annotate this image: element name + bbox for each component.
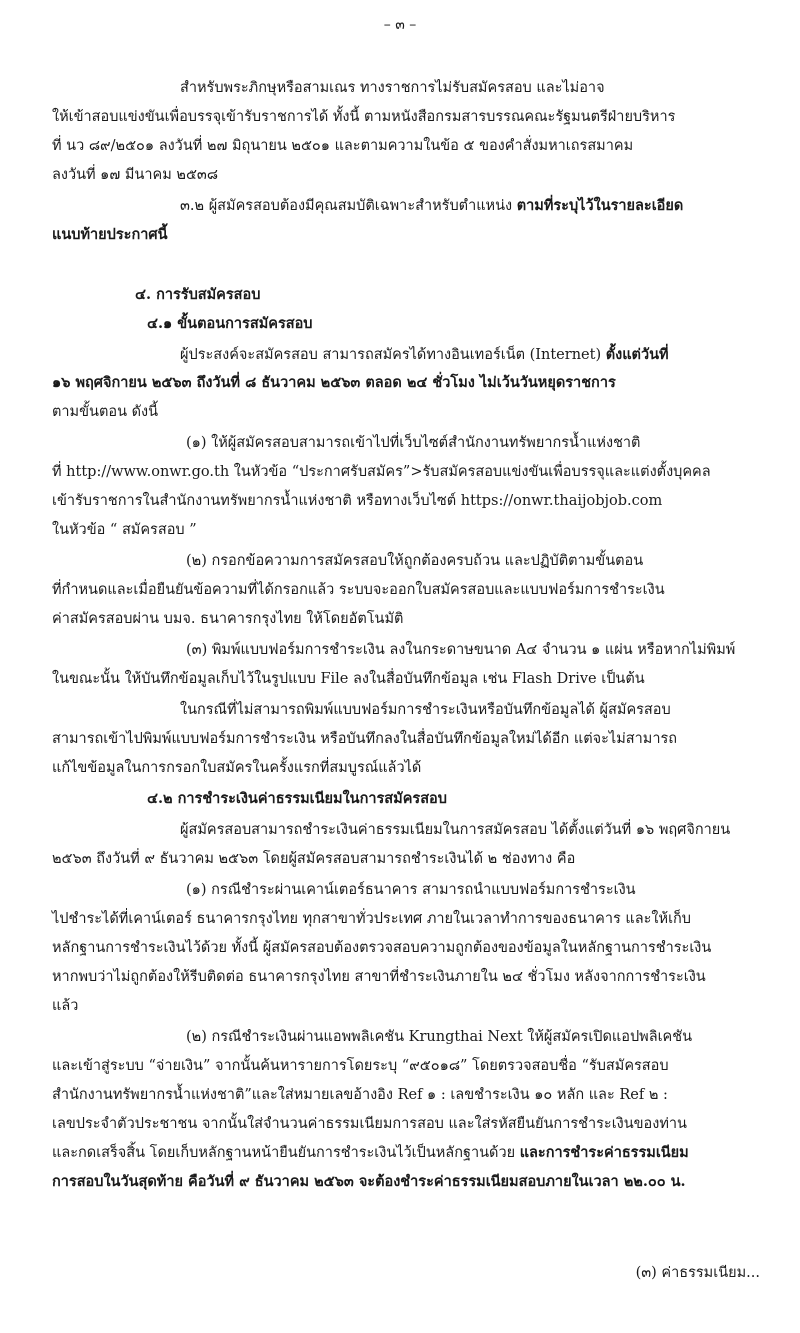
paragraph-line: ที่ นว ๘๙/๒๕๐๑ ลงวันที่ ๒๗ มิถุนายน ๒๕๐๑ และตามความในข้อ ๕ ของคำสั่งมหาเถรสมาคม — [52, 138, 634, 154]
text-segment: ๓.๒ ผู้สมัครสอบต้องมีคุณสมบัติเฉพาะสำหรับตำแหน่ง — [180, 198, 517, 214]
paragraph-line: (๑) กรณีชำระผ่านเคาน์เตอร์ธนาคาร สามารถนำแบบฟอร์มการชำระเงิน — [186, 882, 636, 898]
paragraph-line: การสอบในวันสุดท้าย คือวันที่ ๙ ธันวาคม ๒๕๖๓ จะต้องชำระค่าธรรมเนียมสอบภายในเวลา ๒๒.๐๐ น. — [52, 1173, 686, 1190]
paragraph-line: ๑๖ พฤศจิกายน ๒๕๖๓ ถึงวันที่ ๘ ธันวาคม ๒๕๖๓ ตลอด ๒๔ ชั่วโมง ไม่เว้นวันหยุดราชการ — [52, 374, 616, 391]
paragraph-line: และเข้าสู่ระบบ “จ่ายเงิน” จากนั้นค้นหารายการโดยระบุ “๙๕๐๑๘” โดยตรวจสอบชื่อ “รับสมัครสอบ — [52, 1058, 669, 1074]
paragraph-line: หลักฐานการชำระเงินไว้ด้วย ทั้งนี้ ผู้สมัครสอบต้องตรวจสอบความถูกต้องของข้อมูลในหลักฐานการชำระเงิน — [52, 940, 712, 956]
paragraph-line — [52, 1143, 792, 1163]
paragraph-line: (๓) พิมพ์แบบฟอร์มการชำระเงิน ลงในกระดาษขนาด A๔ จำนวน ๑ แผ่น หรือหากไม่พิมพ์ — [186, 642, 736, 658]
page-number: – ๓ – — [383, 17, 417, 33]
paragraph-line: (๒) กรณีชำระเงินผ่านแอพพลิเคชัน Krungthai Next ให้ผู้สมัครเปิดแอปพลิเคชัน — [186, 1029, 693, 1045]
paragraph-line — [180, 345, 790, 365]
paragraph-line: เข้ารับราชการในสำนักงานทรัพยากรน้ำแห่งชาติ หรือทางเว็บไซต์ https://onwr.thaijobjob.com — [52, 493, 663, 509]
paragraph-line: ค่าสมัครสอบผ่าน บมจ. ธนาคารกรุงไทย ให้โดยอัตโนมัติ — [52, 611, 404, 627]
section-heading: ๔. การรับสมัครสอบ — [135, 286, 261, 303]
paragraph-line: ตามขั้นตอน ดังนี้ — [52, 404, 158, 420]
paragraph-line: (๒) กรอกข้อความการสมัครสอบให้ถูกต้องครบถ้วน และปฏิบัติตามขั้นตอน — [186, 553, 644, 569]
continuation-footer: (๓) ค่าธรรมเนียม... — [635, 1265, 760, 1281]
paragraph-line: ในขณะนั้น ให้บันทึกข้อมูลเก็บไว้ในรูปแบบ File ลงในสื่อบันทึกข้อมูล เช่น Flash Drive เป็นต้น — [52, 671, 645, 687]
paragraph-line: ไปชำระได้ที่เคาน์เตอร์ ธนาคารกรุงไทย ทุกสาขาทั่วประเทศ ภายในเวลาทำการของธนาคาร และให้เก็บ — [52, 911, 692, 927]
paragraph-line: ในกรณีที่ไม่สามารถพิมพ์แบบฟอร์มการชำระเงินหรือบันทึกข้อมูลได้ ผู้สมัครสอบ — [180, 702, 671, 718]
bold-text: และการชำระค่าธรรมเนียม — [519, 1144, 689, 1161]
text-segment: ผู้ประสงค์จะสมัครสอบ สามารถสมัครได้ทางอินเทอร์เน็ต (Internet) — [180, 347, 606, 363]
subsection-heading: ๔.๒ การชำระเงินค่าธรรมเนียมในการสมัครสอบ — [147, 790, 447, 807]
paragraph-line: แนบท้ายประกาศนี้ — [52, 226, 168, 243]
bold-text: ตั้งแต่วันที่ — [605, 346, 669, 363]
paragraph-line: สามารถเข้าไปพิมพ์แบบฟอร์มการชำระเงิน หรือบันทึกลงในสื่อบันทึกข้อมูลใหม่ได้อีก แต่จะไม่สามารถ — [52, 731, 678, 747]
text-segment: และกดเสร็จสิ้น โดยเก็บหลักฐานหน้ายืนยันการชำระเงินไว้เป็นหลักฐานด้วย — [52, 1145, 520, 1161]
paragraph-line: หากพบว่าไม่ถูกต้องให้รีบติดต่อ ธนาคารกรุงไทย สาขาที่ชำระเงินภายใน ๒๔ ชั่วโมง หลังจากการชำระเงิน — [52, 969, 706, 985]
bold-text: ตามที่ระบุไว้ในรายละเอียด — [516, 197, 684, 214]
paragraph-line: แก้ไขข้อมูลในการกรอกใบสมัครในครั้งแรกที่สมบูรณ์แล้วได้ — [52, 760, 422, 776]
paragraph-line — [180, 196, 790, 216]
paragraph-line: แล้ว — [52, 998, 79, 1014]
paragraph-line: ที่ http://www.onwr.go.th ในหัวข้อ “ประกาศรับสมัคร”>รับสมัครสอบแข่งขันเพื่อบรรจุและแต่งตั้งบุคคล — [52, 464, 711, 480]
paragraph-line: เลขประจำตัวประชาชน จากนั้นใส่จำนวนค่าธรรมเนียมการสอบ และใส่รหัสยืนยันการชำระเงินของท่าน — [52, 1116, 687, 1132]
paragraph-line: ๒๕๖๓ ถึงวันที่ ๙ ธันวาคม ๒๕๖๓ โดยผู้สมัครสอบสามารถชำระเงินได้ ๒ ช่องทาง คือ — [52, 851, 576, 867]
paragraph-line: สำหรับพระภิกษุหรือสามเณร ทางราชการไม่รับสมัครสอบ และไม่อาจ — [180, 80, 605, 96]
paragraph-line: (๑) ให้ผู้สมัครสอบสามารถเข้าไปที่เว็บไซต์สำนักงานทรัพยากรน้ำแห่งชาติ — [186, 435, 641, 451]
paragraph-line: ผู้สมัครสอบสามารถชำระเงินค่าธรรมเนียมในการสมัครสอบ ได้ตั้งแต่วันที่ ๑๖ พฤศจิกายน — [180, 822, 731, 838]
paragraph-line: สำนักงานทรัพยากรน้ำแห่งชาติ”และใส่หมายเลขอ้างอิง Ref ๑ : เลขชำระเงิน ๑๐ หลัก และ Ref ๒ : — [52, 1087, 668, 1103]
subsection-heading: ๔.๑ ขั้นตอนการสมัครสอบ — [147, 315, 313, 332]
paragraph-line: ลงวันที่ ๑๗ มีนาคม ๒๕๓๘ — [52, 167, 219, 183]
paragraph-line: ให้เข้าสอบแข่งขันเพื่อบรรจุเข้ารับราชการได้ ทั้งนี้ ตามหนังสือกรมสารบรรณคณะรัฐมนตรีฝ่ายบริหาร — [52, 109, 676, 125]
paragraph-line: ในหัวข้อ “ สมัครสอบ ” — [52, 522, 197, 538]
paragraph-line: ที่กำหนดและเมื่อยืนยันข้อความที่ได้กรอกแล้ว ระบบจะออกใบสมัครสอบและแบบฟอร์มการชำระเงิน — [52, 582, 665, 598]
